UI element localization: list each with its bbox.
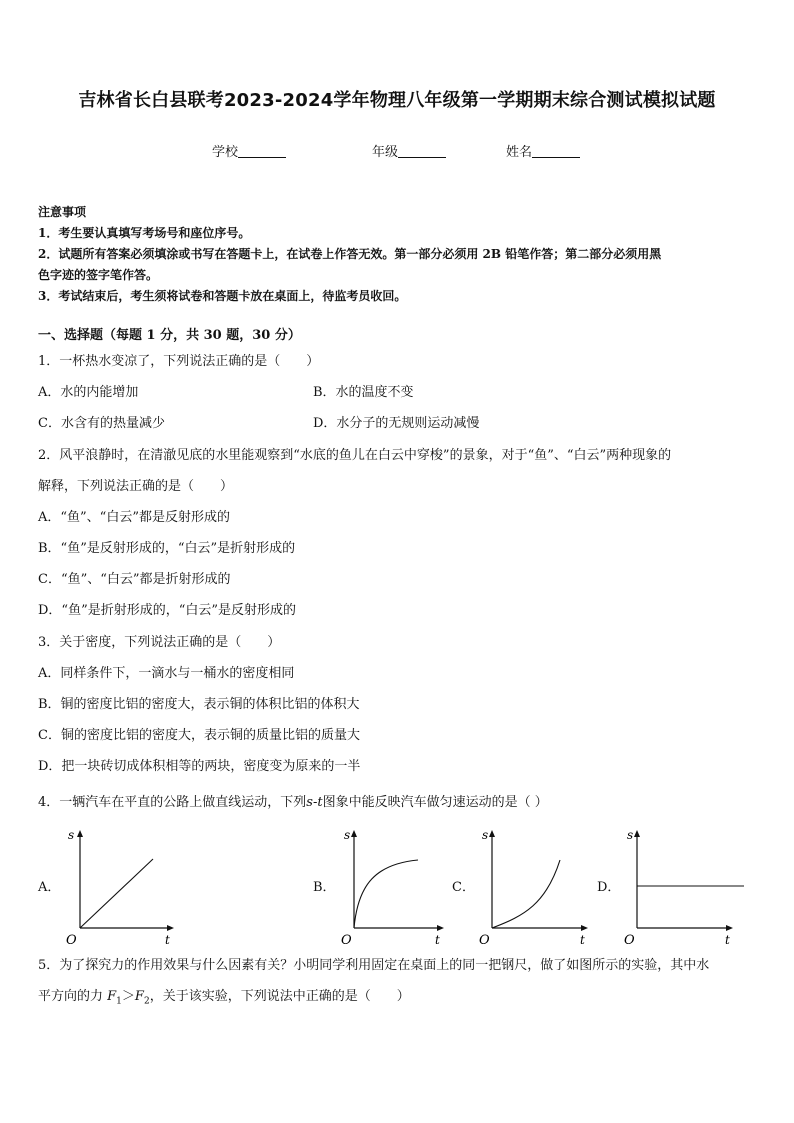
force-f1: F — [107, 989, 117, 1004]
graph-curve — [354, 860, 418, 928]
notice-item: 色字迹的签字笔作答。 — [38, 268, 159, 282]
field-grade-label: 年级 — [372, 145, 399, 160]
option-a: A．水的内能增加 — [38, 385, 139, 400]
greater-than: ＞ — [121, 989, 135, 1004]
y-axis-label: s — [344, 828, 351, 842]
question-stem — [38, 793, 548, 813]
option-a: A．“鱼”、“白云”都是反射形成的 — [38, 510, 230, 525]
x-arrow — [726, 925, 733, 931]
y-axis-label: s — [627, 828, 634, 842]
option-c: C．“鱼”、“白云”都是折射形成的 — [38, 572, 231, 587]
question-stem-cont: 解释，下列说法正确的是（ ） — [38, 479, 234, 494]
y-arrow — [634, 830, 640, 837]
graph-option-c-label: C． — [452, 880, 475, 895]
y-axis-label: s — [68, 828, 75, 842]
option-d: D．水分子的无规则运动减慢 — [313, 416, 480, 431]
option-c: C．水含有的热量减少 — [38, 416, 165, 431]
graph-line — [80, 859, 153, 928]
x-axis-label: t — [165, 933, 170, 947]
origin-label: O — [341, 933, 352, 948]
x-arrow — [581, 925, 588, 931]
grade-blank — [398, 145, 446, 158]
notice-item: 3．考试结束后，考生须将试卷和答题卡放在桌面上，待监考员收回。 — [38, 289, 407, 303]
graph-d — [619, 824, 744, 949]
field-school-label: 学校 — [212, 145, 239, 160]
section-heading: 一、选择题（每题 1 分，共 30 题，30 分） — [38, 328, 301, 343]
question-stem: 3．关于密度，下列说法正确的是（ ） — [38, 635, 281, 650]
notice-item: 2．试题所有答案必须填涂或书写在答题卡上，在试卷上作答无效。第一部分必须用 2B 铅笔作答；第二部分必须用黑 — [38, 247, 662, 261]
question-stem: 5．为了探究力的作用效果与什么因素有关？小明同学利用固定在桌面上的同一把钢尺，做了如图所示的实验，其中水 — [38, 958, 710, 973]
force-f2: F — [134, 989, 144, 1004]
option-b: B．水的温度不变 — [313, 385, 414, 400]
st-variable: s-t — [306, 795, 323, 810]
x-arrow — [437, 925, 444, 931]
stem-text: 4．一辆汽车在平直的公路上做直线运动，下列 — [38, 795, 307, 810]
stem-text: 平方向的力 — [38, 989, 108, 1004]
origin-label: O — [66, 933, 77, 948]
notice-heading: 注意事项 — [38, 205, 87, 219]
x-axis-label: t — [725, 933, 730, 947]
option-c: C．铜的密度比铝的密度大，表示铜的质量比铝的质量大 — [38, 728, 360, 743]
option-b: B．“鱼”是反射形成的，“白云”是折射形成的 — [38, 541, 296, 556]
graph-curve — [492, 860, 560, 928]
y-arrow — [77, 830, 83, 837]
force-f1-sub: 1 — [116, 996, 122, 1007]
graph-c — [474, 824, 599, 949]
option-d: D．“鱼”是折射形成的，“白云”是反射形成的 — [38, 603, 297, 618]
option-d: D．把一块砖切成体积相等的两块，密度变为原来的一半 — [38, 759, 361, 774]
x-arrow — [167, 925, 174, 931]
stem-text: 图象中能反映汽车做匀速运动的是（ ） — [322, 795, 548, 810]
field-grade — [372, 141, 446, 160]
origin-label: O — [624, 933, 635, 948]
x-axis-label: t — [435, 933, 440, 947]
graph-option-d-label: D． — [597, 880, 621, 895]
graph-option-a-label: A． — [38, 880, 61, 895]
field-school — [212, 141, 286, 160]
option-a: A．同样条件下，一滴水与一桶水的密度相同 — [38, 666, 295, 681]
question-stem: 1．一杯热水变凉了，下列说法正确的是（ ） — [38, 354, 320, 369]
school-blank — [238, 145, 286, 158]
y-arrow — [489, 830, 495, 837]
stem-text: ，关于该实验，下列说法中正确的是（ ） — [149, 989, 410, 1004]
x-axis-label: t — [580, 933, 585, 947]
field-name-label: 姓名 — [506, 145, 533, 160]
graph-a — [62, 824, 182, 949]
field-name — [506, 141, 580, 160]
notice-item: 1．考生要认真填写考场号和座位序号。 — [38, 226, 251, 240]
y-axis-label: s — [482, 828, 489, 842]
graph-b — [336, 824, 456, 949]
name-blank — [532, 145, 580, 158]
y-arrow — [351, 830, 357, 837]
graph-option-b-label: B． — [313, 880, 336, 895]
option-b: B．铜的密度比铝的密度大，表示铜的体积比铝的体积大 — [38, 697, 360, 712]
origin-label: O — [479, 933, 490, 948]
force-f2-sub: 2 — [143, 996, 150, 1007]
page-title: 吉林省长白县联考2023-2024学年物理八年级第一学期期末综合测试模拟试题 — [78, 90, 716, 111]
question-stem: 2．风平浪静时，在清澈见底的水里能观察到“水底的鱼儿在白云中穿梭”的景象，对于“鱼”、“白云”两种现象的 — [38, 448, 672, 463]
question-stem-cont — [38, 987, 410, 1012]
